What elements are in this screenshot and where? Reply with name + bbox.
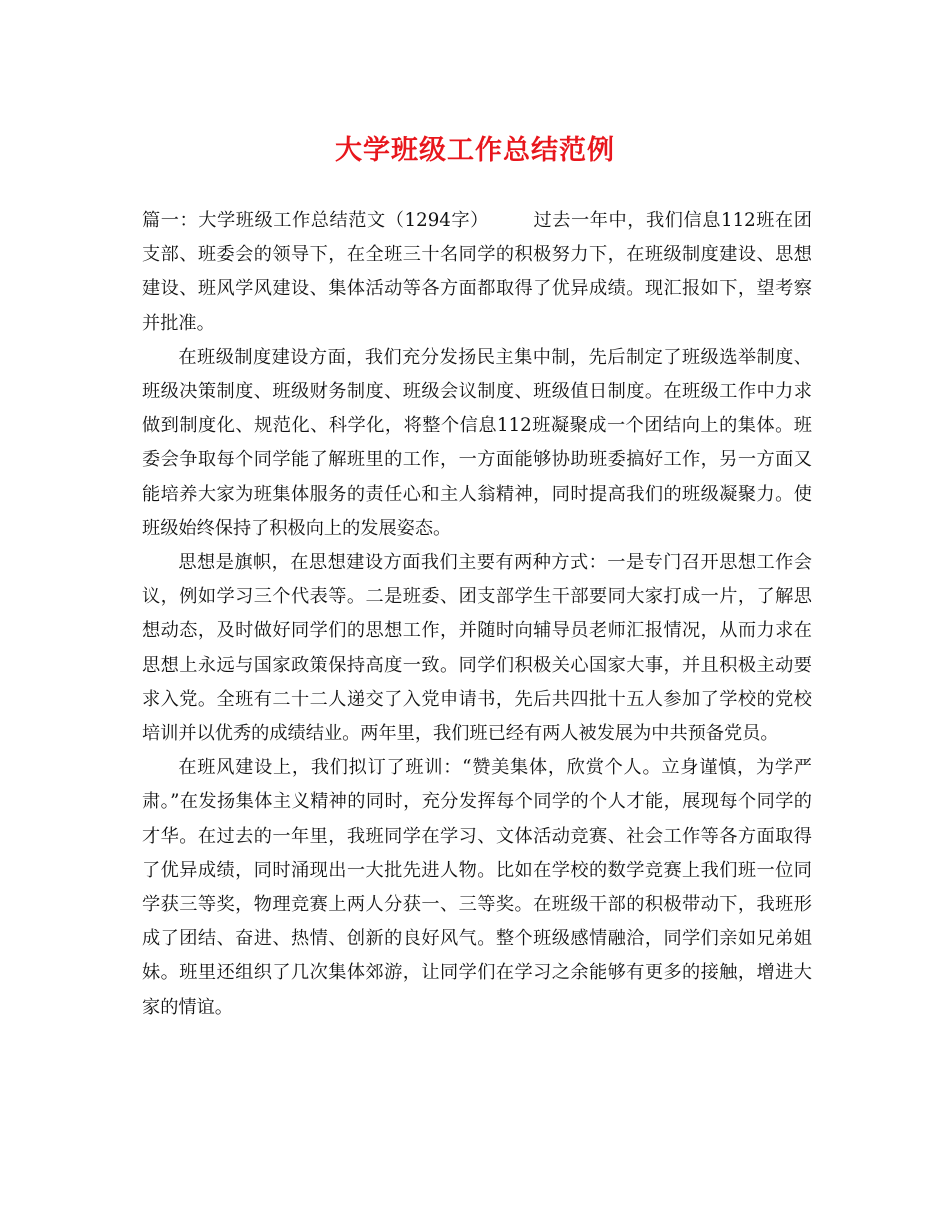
paragraph-2: 在班级制度建设方面，我们充分发扬民主集中制，先后制定了班级选举制度、班级决策制度、班级财务制度、班级会议制度、班级值日制度。在班级工作中力求做到制度化、规范化、科学化，将整个信息112班凝聚成一个团结向上的集体。班委会争取每个同学能了解班里的工作，一方面能够协助班委搞好工作，另一方面又能培养大家为班集体服务的责任心和主人翁精神，同时提高我们的班级凝聚力。使班级始终保持了积极向上的发展姿态。	[142, 346, 812, 539]
document-body	[142, 204, 812, 1025]
paragraph-3: 思想是旗帜，在思想建设方面我们主要有两种方式：一是专门召开思想工作会议，例如学习三个代表等。二是班委、团支部学生干部要同大家打成一片，了解思想动态，及时做好同学们的思想工作，并随时向辅导员老师汇报情况，从而力求在思想上永远与国家政策保持高度一致。同学们积极关心国家大事，并且积极主动要求入党。全班有二十二人递交了入党申请书，先后共四批十五人参加了学校的党校培训并以优秀的成绩结业。两年里，我们班已经有两人被发展为中共预备党员。	[142, 552, 812, 745]
intro-heading: 篇一：大学班级工作总结范文（1294字）	[142, 210, 489, 231]
intro-paragraph	[142, 204, 812, 341]
document-title: 大学班级工作总结范例	[335, 135, 615, 166]
paragraph-1: 过去一年中，我们信息112班在团支部、班委会的领导下，在全班三十名同学的积极努力下，在班级制度建设、思想建设、班风学风建设、集体活动等各方面都取得了优异成绩。现汇报如下，望考察并批准。	[142, 210, 812, 334]
paragraph-4: 在班风建设上，我们拟订了班训：“赞美集体，欣赏个人。立身谨慎，为学严肃。”在发扬集体主义精神的同时，充分发挥每个同学的个人才能，展现每个同学的才华。在过去的一年里，我班同学在学习、文体活动竞赛、社会工作等各方面取得了优异成绩，同时涌现出一大批先进人物。比如在学校的数学竞赛上我们班一位同学获三等奖，物理竞赛上两人分获一、三等奖。在班级干部的积极带动下，我班形成了团结、奋进、热情、创新的良好风气。整个班级感情融洽，同学们亲如兄弟姐妹。班里还组织了几次集体郊游，让同学们在学习之余能够有更多的接触，增进大家的情谊。	[142, 757, 812, 1018]
